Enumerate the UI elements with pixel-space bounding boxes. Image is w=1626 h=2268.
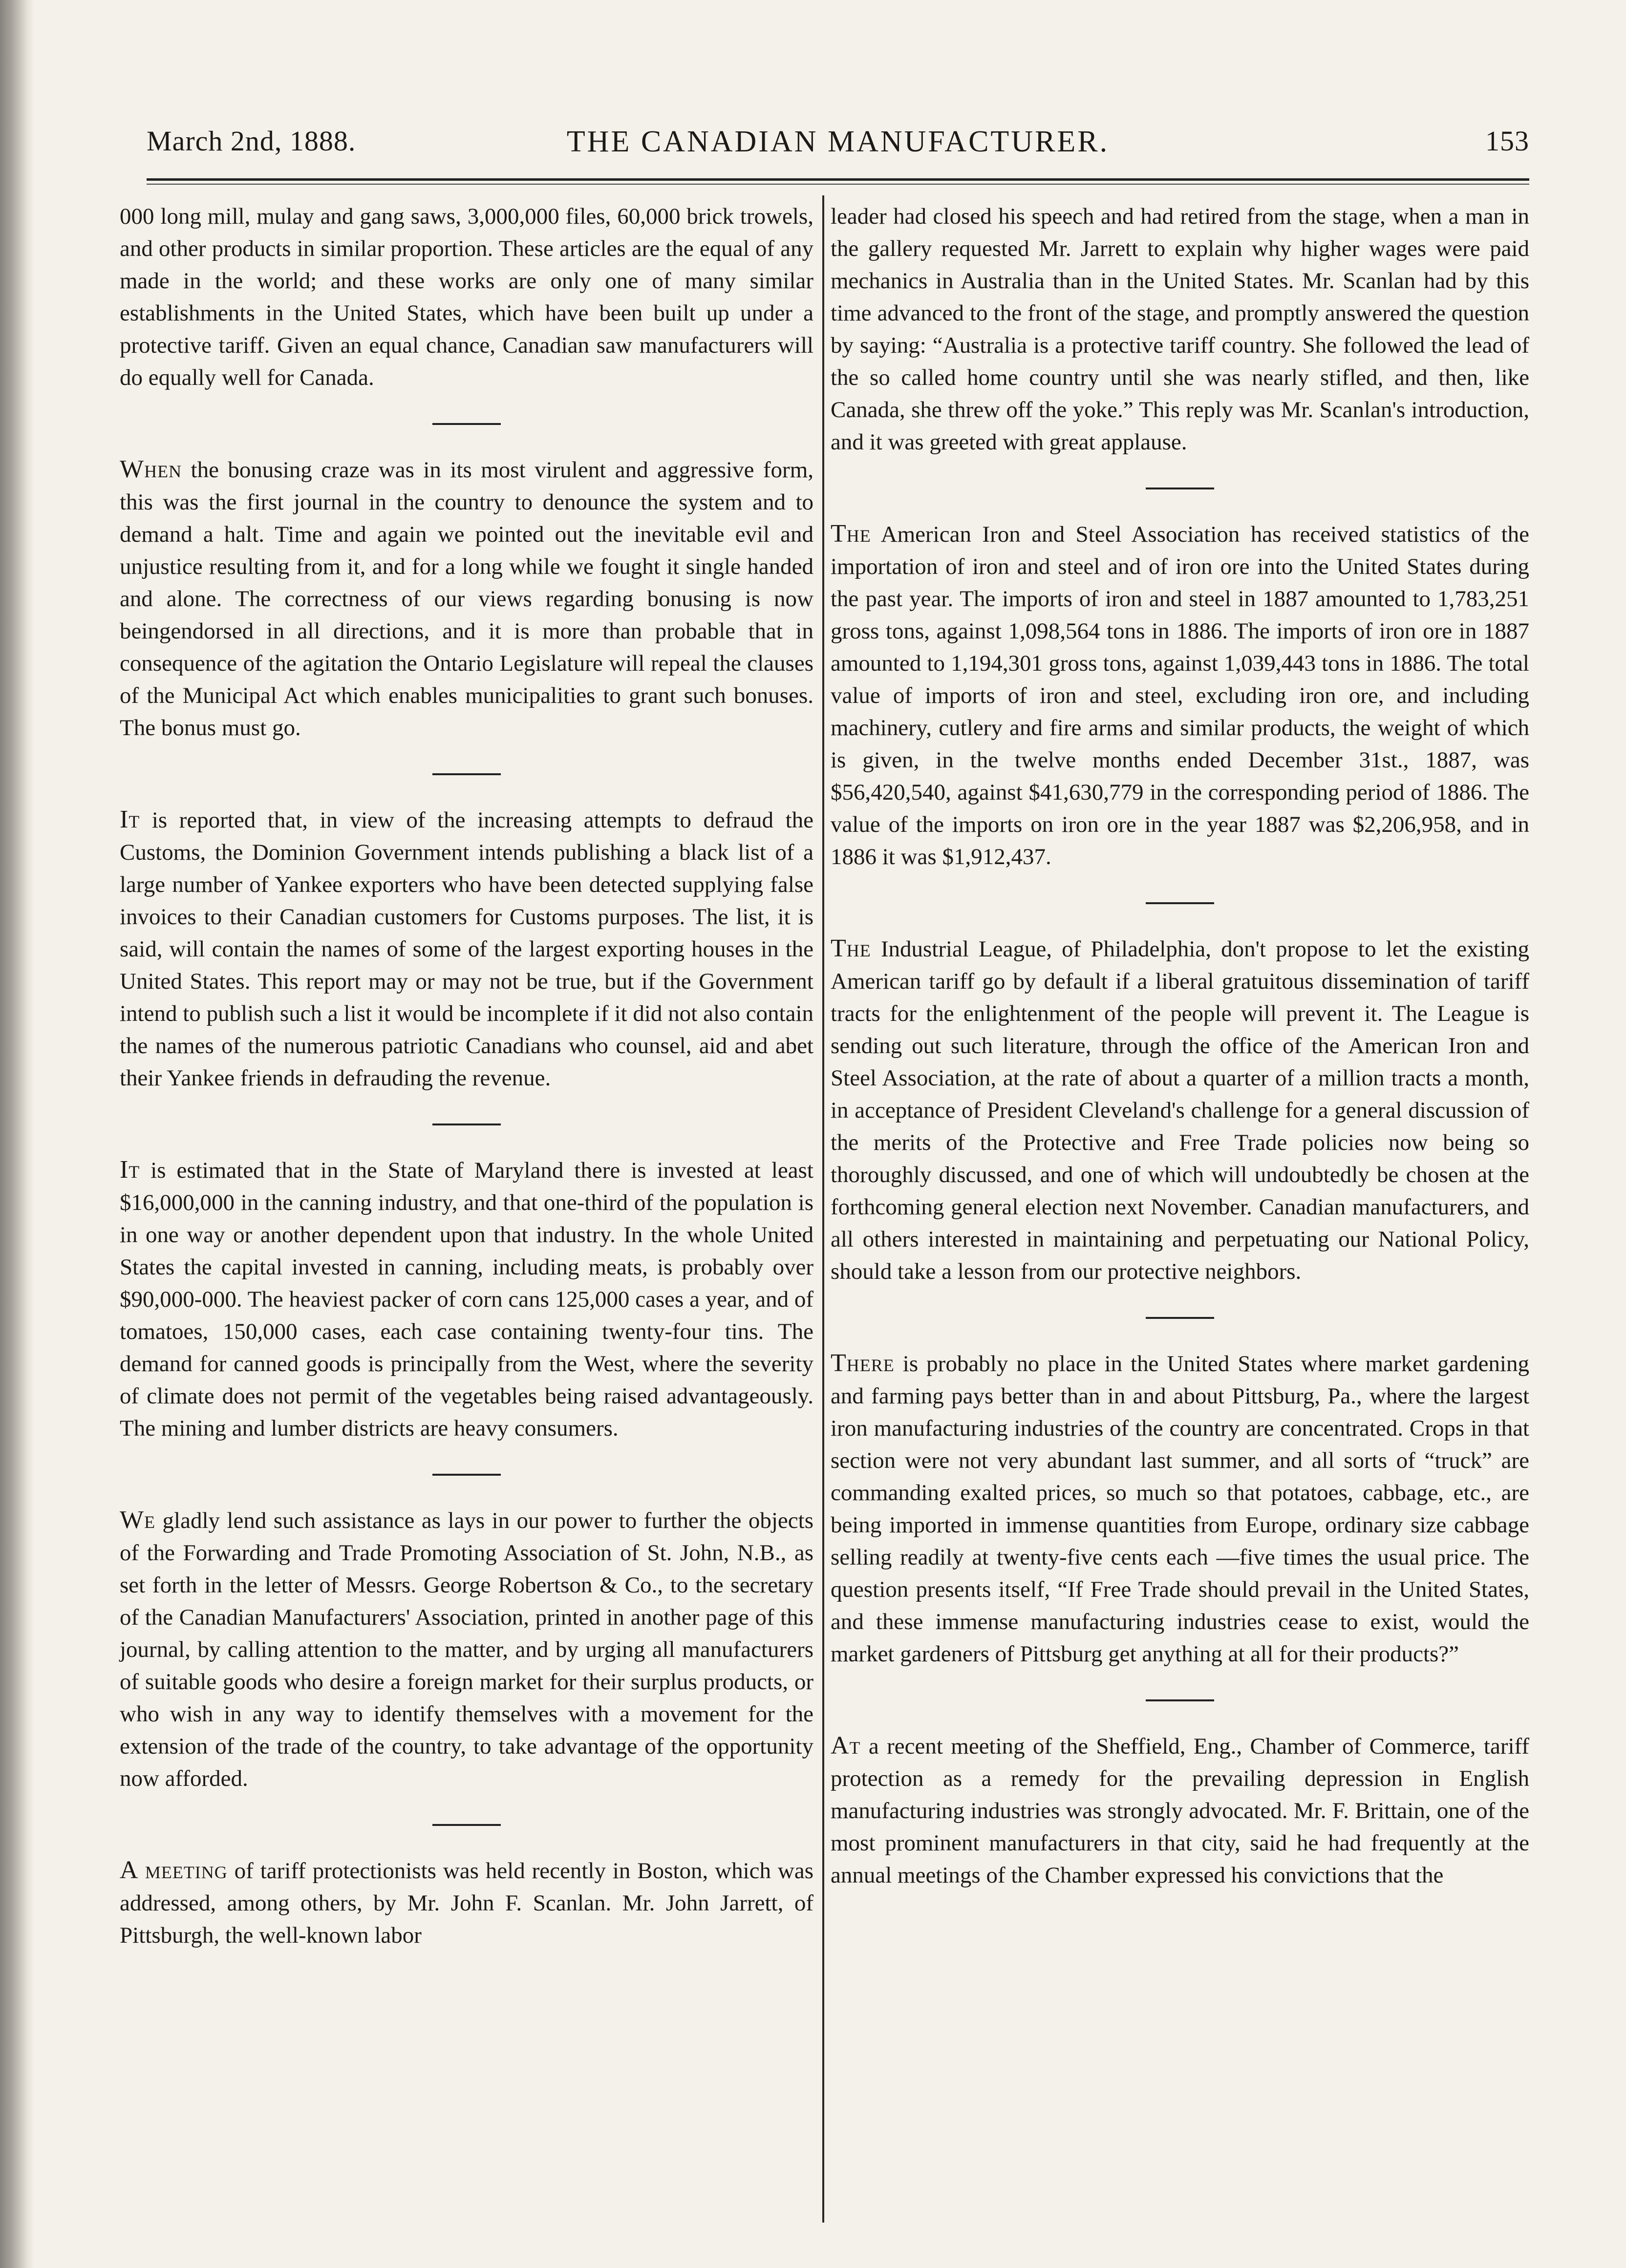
right-column	[831, 200, 1529, 1891]
article-text: is reported that, in view of the increasing attempts to defraud the Customs, the Dominion Government intends publishing a black list of a large number of Yankee exporters who have been detected supplying false invoices to their Canadian customers for Customs purposes. The list, it is said, will contain the names of some of the largest exporting houses in the United States. This report may or may not be true, but if the Government intend to publish such a list it would be incomplete if it did not also contain the names of the numerous patriotic Canadians who counsel, aid and abet their Yankee friends in defrauding the revenue.	[120, 807, 813, 1091]
article-paragraph	[831, 200, 1529, 458]
article-separator	[432, 1474, 501, 1476]
article-text: Industrial League, of Philadelphia, don't propose to let the existing American tariff go by default if a liberal gratuitous dissemination of tariff tracts for the enlightenment of the people will prevent it. The League is sending out such literature, through the office of the American Iron and Steel Association, at the rate of about a quarter of a million tracts a month, in acceptance of President Cleveland's challenge for a general discussion of the merits of the Protective and Free Trade policies now being so thoroughly discussed, and one of which will undoubtedly be chosen at the forthcoming general election next November. Canadian manufacturers, and all others interested in maintaining and perpetuating our National Policy, should take a lesson from our protective neighbors.	[831, 936, 1529, 1284]
column-divider	[822, 195, 824, 2223]
article-lead-word: At	[831, 1732, 861, 1759]
article-separator	[1146, 488, 1214, 489]
article-text: leader had closed his speech and had retired from the stage, when a man in the gallery requested Mr. Jarrett to explain why higher wages were paid mechanics in Australia than in the United States. Mr. Scanlan had by this time advanced to the front of the stage, and promptly answered the question by saying: “Australia is a protective tariff country. She followed the lead of the so called home country until she was nearly stifled, and then, like Canada, she threw off the yoke.” This reply was Mr. Scanlan's introduction, and it was greeted with great applause.	[831, 204, 1529, 455]
header-rule-thin	[147, 184, 1529, 185]
article-separator	[432, 773, 501, 775]
article-text: is probably no place in the United States where market gardening and farming pays better than in and about Pittsburg, Pa., where the largest iron manufacturing industries of the country are concentrated. Crops in that section were not very abundant last summer, and all sorts of “truck” are commanding exalted prices, so much so that potatoes, cabbage, etc., are being imported in immense quantities from Europe, ordinary size cabbage selling readily at twenty-five cents each —five times the usual price. The question presents itself, “If Free Trade should prevail in the United States, and these immense manufacturing industries cease to exist, would the market gardeners of Pittsburg get anything at all for their products?”	[831, 1351, 1529, 1667]
article-lead-word: There	[831, 1349, 895, 1377]
article-separator	[1146, 1317, 1214, 1319]
article-text: gladly lend such assistance as lays in our power to further the objects of the Forwarding and Trade Promoting Association of St. John, N.B., as set forth in the letter of Messrs. George Robertson & Co., to the secretary of the Canadian Manufacturers' Association, printed in another page of this journal, by calling attention to the matter, and by urging all manufacturers of suitable goods who desire a foreign market for their surplus products, or who wish in any way to identify themselves with a movement for the extension of the trade of the country, to take advantage of the opportunity now afforded.	[120, 1508, 813, 1791]
article-lead-word: It	[120, 1156, 140, 1184]
article-paragraph	[831, 933, 1529, 1288]
article-lead-word: When	[120, 455, 182, 483]
publication-title: THE CANADIAN MANUFACTURER.	[566, 125, 1110, 158]
article-separator	[1146, 1699, 1214, 1701]
article-text: of tariff protectionists was held recently in Boston, which was addressed, among others, by Mr. John F. Scanlan. Mr. John Jarrett, of Pittsburgh, the well-known labor	[120, 1858, 813, 1948]
article-text: the bonusing craze was in its most virulent and aggressive form, this was the first journal in the country to denounce the system and to demand a halt. Time and again we pointed out the inevitable evil and unjustice resulting from it, and for a long while we fought it single handed and alone. The correctness of our views regarding bonusing is now beingendorsed in all directions, and it is more than probable that in consequence of the agitation the Ontario Legislature will repeal the clauses of the Municipal Act which enables municipalities to grant such bonuses. The bonus must go.	[120, 457, 813, 741]
page-number: 153	[1485, 125, 1529, 157]
header-rule	[147, 178, 1529, 181]
article-separator	[432, 423, 501, 425]
article-separator	[432, 1123, 501, 1125]
article-paragraph	[831, 1347, 1529, 1670]
left-column	[120, 200, 813, 1951]
article-paragraph	[120, 453, 813, 744]
article-lead-word: It	[120, 805, 140, 833]
article-lead-word: The	[831, 520, 871, 548]
article-lead-word: The	[831, 934, 871, 962]
article-separator	[432, 1824, 501, 1826]
article-lead-word: A meeting	[120, 1856, 228, 1884]
article-text: a recent meeting of the Sheffield, Eng., Chamber of Commerce, tariff protection as a remedy for the prevailing depression in English manufacturing industries was strongly advocated. Mr. F. Brittain, one of the most prominent manufacturers in that city, said he had frequently at the annual meetings of the Chamber expressed his convictions that the	[831, 1734, 1529, 1888]
article-paragraph	[120, 804, 813, 1094]
article-paragraph	[120, 1854, 813, 1951]
article-separator	[1146, 902, 1214, 904]
page-binding-edge	[0, 0, 34, 2268]
article-paragraph	[120, 1504, 813, 1795]
article-paragraph	[831, 518, 1529, 873]
article-lead-word: We	[120, 1506, 156, 1534]
article-text: is estimated that in the State of Maryland there is invested at least $16,000,000 in the canning industry, and that one-third of the population is in one way or another dependent upon that industry. In the whole United States the capital invested in canning, including meats, is probably over $90,000-000. The heaviest packer of corn cans 125,000 cases a year, and of tomatoes, 150,000 cases, each case containing twenty-four tins. The demand for canned goods is principally from the West, where the severity of climate does not permit of the vegetables being raised advantageously. The mining and lumber districts are heavy consumers.	[120, 1158, 813, 1441]
article-paragraph	[831, 1730, 1529, 1891]
article-paragraph	[120, 1154, 813, 1444]
article-text: American Iron and Steel Association has received statistics of the importation of iron and steel and of iron ore into the United States during the past year. The imports of iron and steel in 1887 amounted to 1,783,251 gross tons, against 1,098,564 tons in 1886. The imports of iron ore in 1887 amounted to 1,194,301 gross tons, against 1,039,443 tons in 1886. The total value of imports of iron and steel, excluding iron ore, and including machinery, cutlery and fire arms and similar products, the weight of which is given, in the twelve months ended December 31st., 1887, was $56,420,540, against $41,630,779 in the corresponding period of 1886. The value of the imports on iron ore in the year 1887 was $2,206,958, and in 1886 it was $1,912,437.	[831, 522, 1529, 869]
article-paragraph	[120, 200, 813, 394]
page-header	[147, 125, 1529, 164]
article-text: 000 long mill, mulay and gang saws, 3,000,000 files, 60,000 brick trowels, and other products in similar proportion. These articles are the equal of any made in the world; and these works are only one of many similar establishments in the United States, which have been built up under a protective tariff. Given an equal chance, Canadian saw manufacturers will do equally well for Canada.	[120, 204, 813, 390]
issue-date: March 2nd, 1888.	[147, 125, 356, 157]
